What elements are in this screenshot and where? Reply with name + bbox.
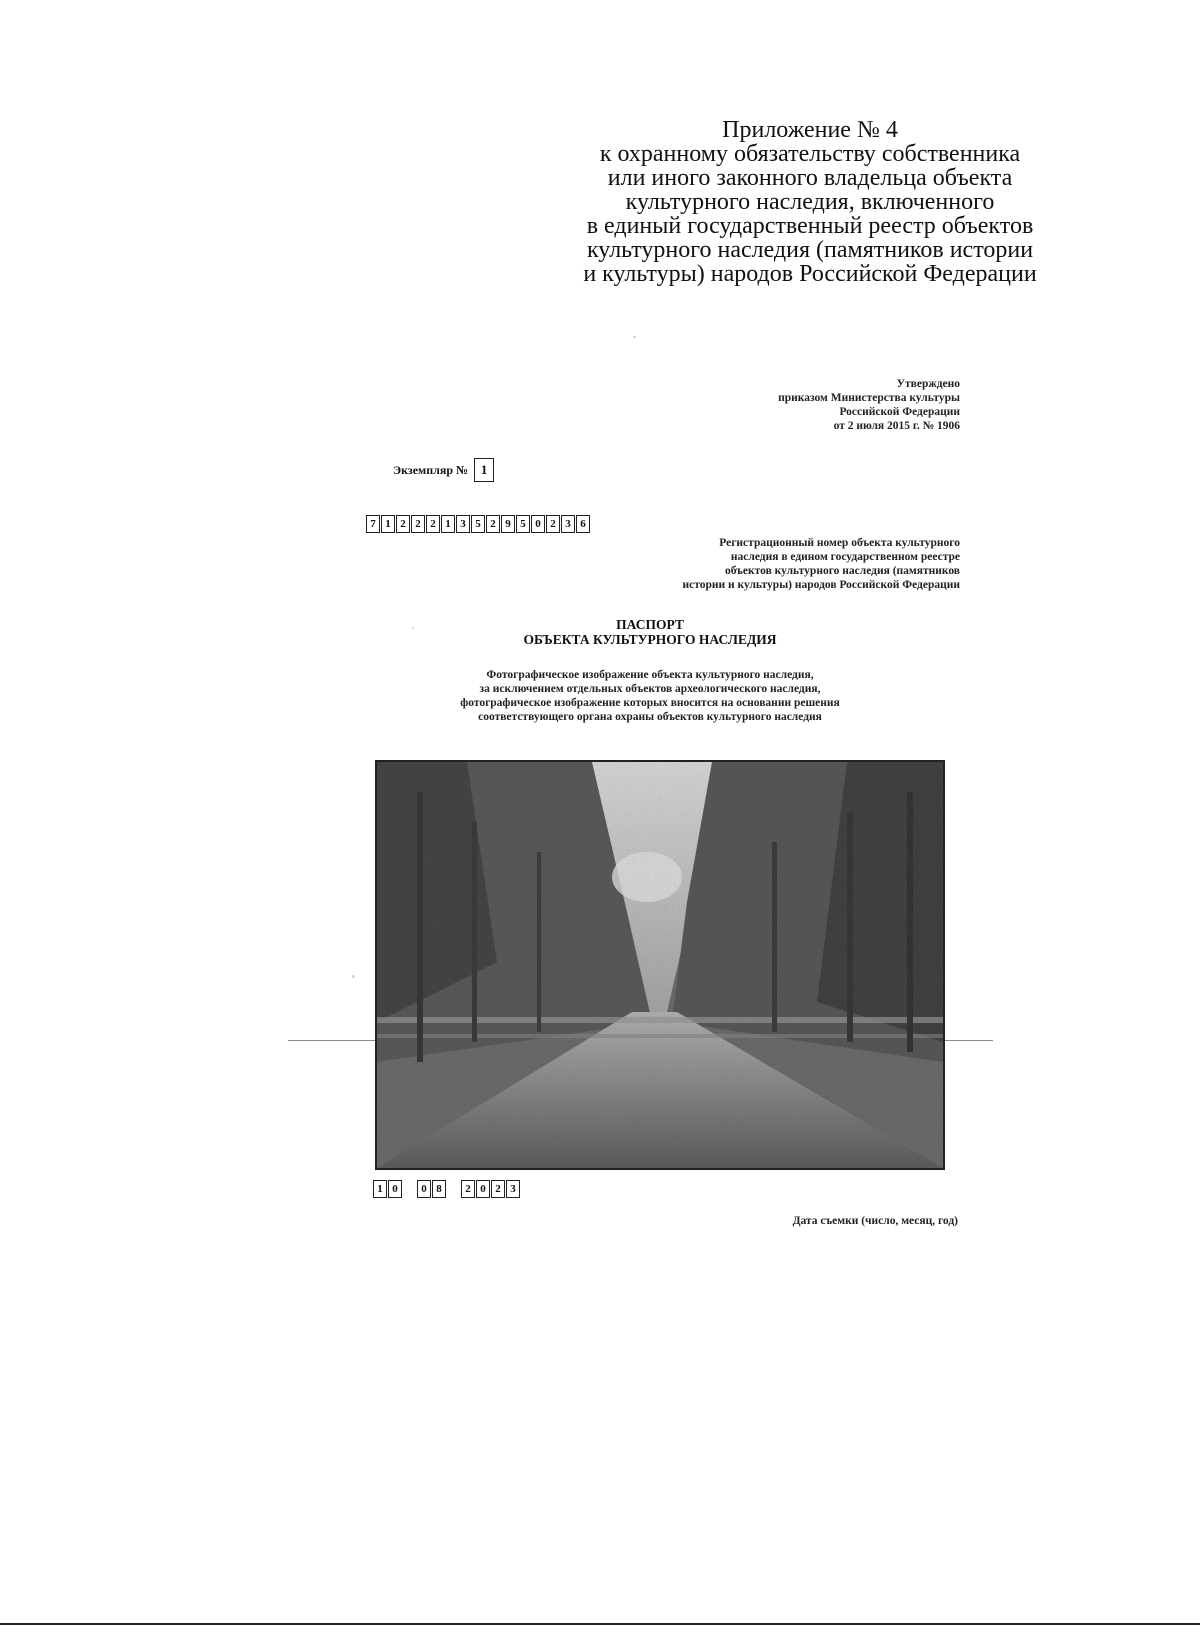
registration-label-line: объектов культурного наследия (памятников [724,565,960,577]
scan-rule-left [288,1040,375,1041]
date-digit: 1 [373,1180,387,1198]
photo-caption-line: соответствующего органа охраны объектов культурного наследия [478,711,822,723]
appendix-line: в единый государственный реестр объектов [586,213,1034,239]
scan-rule-right [945,1040,993,1041]
date-digit: 0 [388,1180,402,1198]
passport-title-line1: ПАСПОРТ [616,617,684,632]
registration-digit: 2 [396,515,410,533]
date-month [417,1180,447,1198]
registration-number-boxes [366,515,591,533]
registration-digit: 3 [456,515,470,533]
approval-line: Утверждено [896,378,960,390]
passport-title-line2: ОБЪЕКТА КУЛЬТУРНОГО НАСЛЕДИЯ [523,632,777,647]
registration-digit: 2 [426,515,440,533]
registration-digit: 5 [471,515,485,533]
registration-label-line: Регистрационный номер объекта культурного [719,537,960,549]
registration-digit: 3 [561,515,575,533]
page-bottom-rule [0,1623,1200,1625]
approval-line: Российской Федерации [839,406,960,418]
registration-digit: 1 [441,515,455,533]
appendix-line: к охранному обязательству собственника [599,141,1021,167]
date-digit: 2 [461,1180,475,1198]
date-day [373,1180,403,1198]
approval-block [660,377,960,433]
approval-line: приказом Министерства культуры [778,392,960,404]
date-digit: 8 [432,1180,446,1198]
appendix-header [540,118,1080,286]
appendix-line: культурного наследия (памятников истории [586,237,1034,263]
registration-digit: 2 [486,515,500,533]
scan-speck [352,975,355,978]
date-digit: 0 [417,1180,431,1198]
registration-digit: 1 [381,515,395,533]
registration-digit: 2 [411,515,425,533]
date-year [461,1180,521,1198]
heritage-object-photo [375,760,945,1170]
registration-number-label [560,536,960,592]
photo-caption-line: за исключением отдельных объектов археологического наследия, [479,683,821,695]
registration-label-line: истории и культуры) народов Российской Федерации [682,579,960,591]
date-digit: 0 [476,1180,490,1198]
registration-digit: 2 [546,515,560,533]
photo-caption [380,668,920,724]
photo-forest-alley [377,762,943,1168]
approval-line: от 2 июля 2015 г. № 1906 [833,420,960,432]
photo-caption-line: фотографическое изображение которых вносится на основании решения [460,697,840,709]
appendix-line: культурного наследия, включенного [625,189,995,215]
copy-number-box: 1 [474,458,494,482]
registration-label-line: наследия в едином государственном реестре [730,551,960,563]
scan-speck [633,336,636,338]
shoot-date-label: Дата съемки (число, месяц, год) [792,1215,958,1227]
appendix-line: Приложение № 4 [722,117,898,143]
registration-digit: 6 [576,515,590,533]
copy-label: Экземпляр № [393,462,469,477]
photo-caption-line: Фотографическое изображение объекта культурного наследия, [486,669,814,681]
shoot-date-boxes [373,1180,521,1198]
copy-number-row [393,458,495,482]
registration-digit: 7 [366,515,380,533]
date-digit: 2 [491,1180,505,1198]
passport-title [400,617,900,647]
appendix-line: или иного законного владельца объекта [607,165,1013,191]
appendix-line: и культуры) народов Российской Федерации [583,261,1037,287]
registration-digit: 5 [516,515,530,533]
registration-digit: 0 [531,515,545,533]
date-digit: 3 [506,1180,520,1198]
registration-digit: 9 [501,515,515,533]
